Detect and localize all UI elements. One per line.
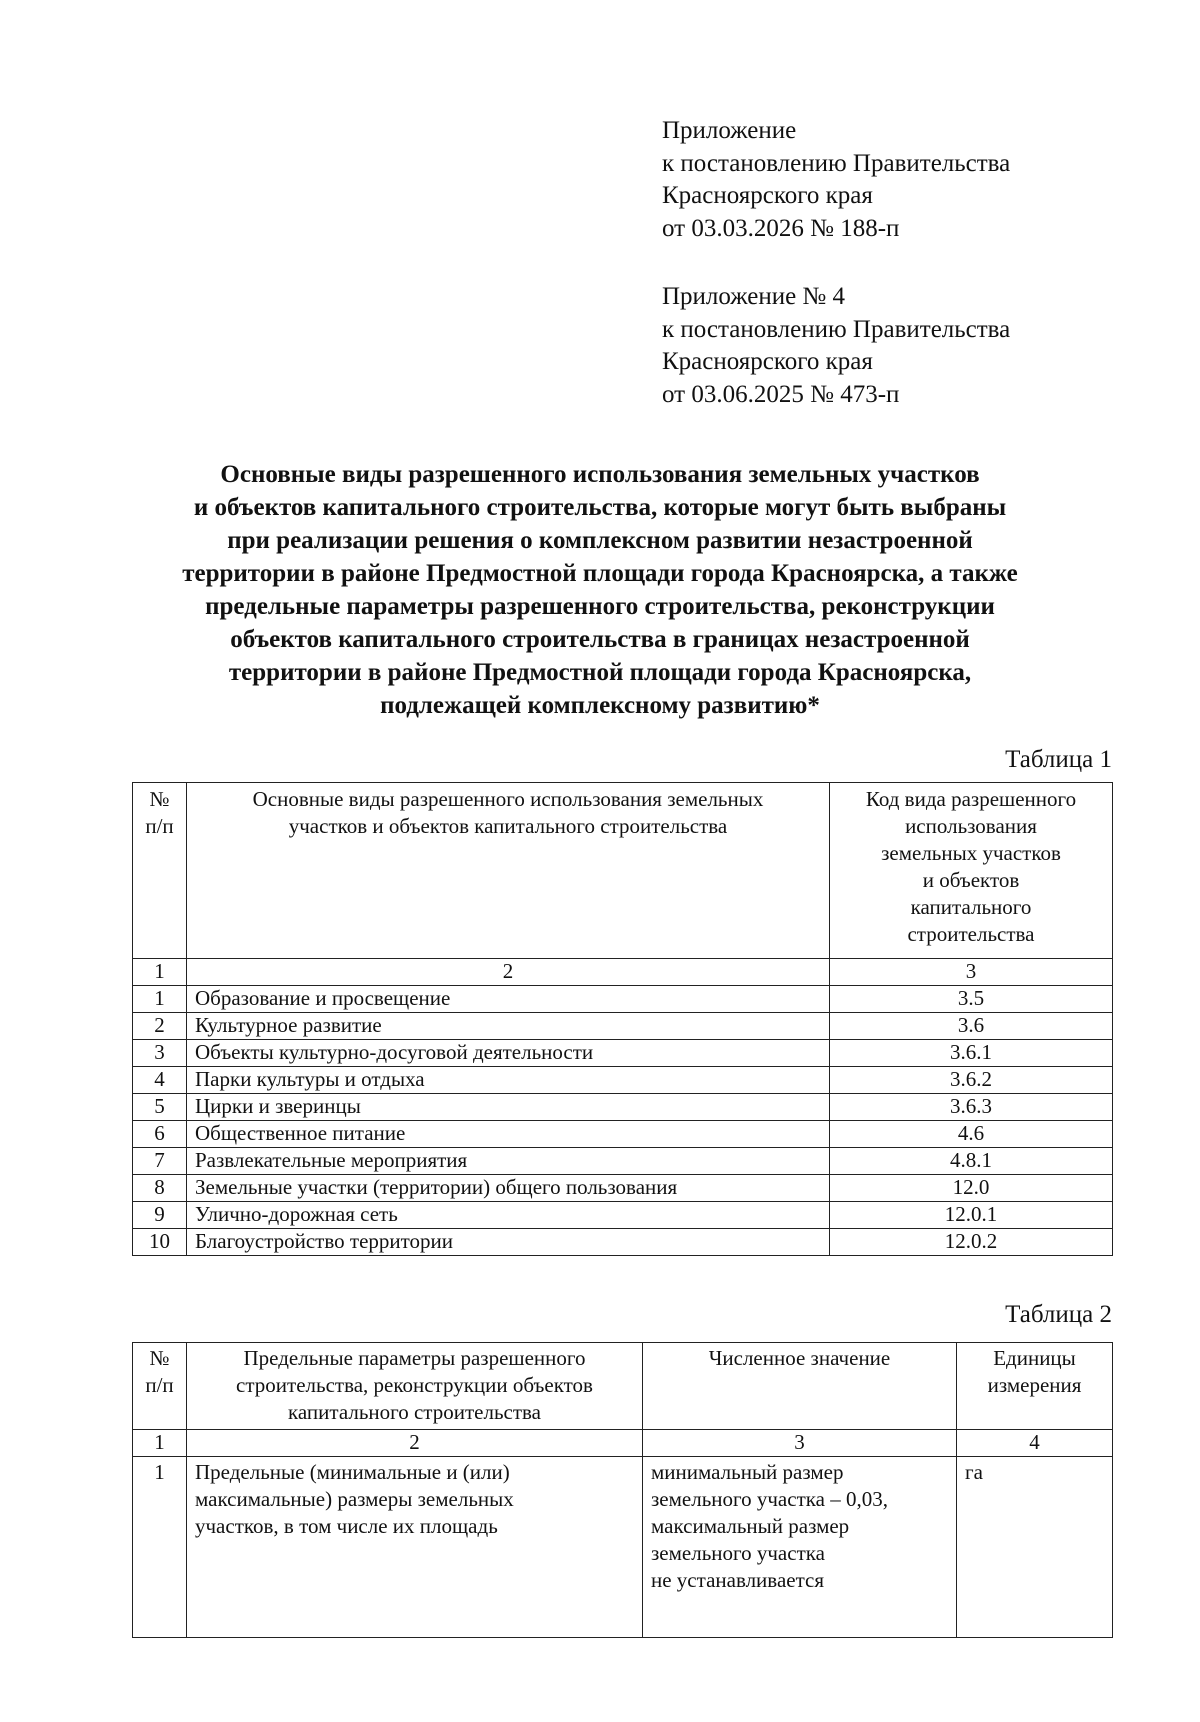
- table-row: [133, 1175, 1113, 1202]
- column-number: 1: [133, 959, 187, 986]
- table-row: [133, 986, 1113, 1013]
- table-header-row: [133, 783, 1113, 959]
- title-line: Основные виды разрешенного использования земельных участков: [220, 461, 980, 488]
- row-code: 12.0: [830, 1175, 1113, 1202]
- header-text: измерения: [987, 1373, 1082, 1397]
- title-line: и объектов капитального строительства, которые могут быть выбраны: [193, 494, 1007, 521]
- value-text: земельного участка: [651, 1541, 825, 1565]
- header-unit-cell: [957, 1343, 1113, 1430]
- row-number: 4: [133, 1067, 187, 1094]
- param-text: Предельные (минимальные и (или): [195, 1460, 510, 1484]
- row-code: 3.6.2: [830, 1067, 1113, 1094]
- row-unit: га: [957, 1457, 1113, 1638]
- row-number: 10: [133, 1229, 187, 1256]
- row-name: Объекты культурно-досуговой деятельности: [187, 1040, 830, 1067]
- header-text: и объектов: [922, 868, 1020, 892]
- row-name: Благоустройство территории: [187, 1229, 830, 1256]
- appendix-line: к постановлению Правительства: [662, 315, 1011, 343]
- table-header-row: [133, 1343, 1113, 1430]
- header-text: Численное значение: [708, 1346, 891, 1370]
- title-line: объектов капитального строительства в границах незастроенной: [230, 626, 970, 653]
- value-text: минимальный размер: [651, 1460, 844, 1484]
- table-1-caption: Таблица 1: [1005, 746, 1112, 773]
- param-text: максимальные) размеры земельных: [195, 1487, 514, 1511]
- column-number: 4: [957, 1430, 1113, 1457]
- title-line: территории в районе Предмостной площади города Красноярска,: [228, 659, 972, 686]
- header-name-cell: [187, 783, 830, 959]
- table-row: [133, 1121, 1113, 1148]
- row-code: 4.8.1: [830, 1148, 1113, 1175]
- table-row: [133, 1148, 1113, 1175]
- row-code: 3.6.1: [830, 1040, 1113, 1067]
- column-number: 3: [643, 1430, 957, 1457]
- header-text: п/п: [145, 814, 174, 838]
- document-title: [100, 458, 1100, 722]
- table-row: [133, 1457, 1113, 1638]
- column-number-row: [133, 1430, 1113, 1457]
- header-text: строительства: [907, 922, 1035, 946]
- header-code-cell: [830, 783, 1113, 959]
- header-text: Код вида разрешенного: [865, 787, 1077, 811]
- row-code: 3.6: [830, 1013, 1113, 1040]
- column-number: 1: [133, 1430, 187, 1457]
- row-name: Культурное развитие: [187, 1013, 830, 1040]
- row-number: 8: [133, 1175, 187, 1202]
- table-row: [133, 1040, 1113, 1067]
- table-2: [132, 1342, 1113, 1638]
- header-param-cell: [187, 1343, 643, 1430]
- header-text: Предельные параметры разрешенного: [243, 1346, 586, 1370]
- appendix-line: Приложение № 4: [662, 283, 846, 310]
- title-line: при реализации решения о комплексном развитии незастроенной: [227, 527, 973, 554]
- header-num-cell: [133, 1343, 187, 1430]
- column-number: 2: [187, 959, 830, 986]
- table-1: [132, 782, 1113, 1256]
- header-text: капитального: [910, 895, 1032, 919]
- row-name: Развлекательные мероприятия: [187, 1148, 830, 1175]
- appendix-header-1: [662, 115, 1162, 245]
- table-row: [133, 1229, 1113, 1256]
- row-name: Образование и просвещение: [187, 986, 830, 1013]
- row-name: Парки культуры и отдыха: [187, 1067, 830, 1094]
- table-row: [133, 1094, 1113, 1121]
- header-text: строительства, реконструкции объектов: [236, 1373, 593, 1397]
- header-value-cell: [643, 1343, 957, 1430]
- row-number: 1: [133, 1457, 187, 1638]
- header-text: участков и объектов капитального строительства: [288, 814, 728, 838]
- column-number: 3: [830, 959, 1113, 986]
- column-number: 2: [187, 1430, 643, 1457]
- appendix-line: от 03.06.2025 № 473-п: [662, 380, 900, 408]
- appendix-line: от 03.03.2026 № 188-п: [662, 214, 900, 242]
- header-text: капитального строительства: [288, 1400, 541, 1424]
- header-num-cell: [133, 783, 187, 959]
- title-line: территории в районе Предмостной площади города Красноярска, а также: [182, 560, 1018, 587]
- row-code: 3.5: [830, 986, 1113, 1013]
- row-code: 12.0.1: [830, 1202, 1113, 1229]
- appendix-line: Приложение: [662, 117, 797, 144]
- row-number: 9: [133, 1202, 187, 1229]
- title-line: подлежащей комплексному развитию*: [380, 692, 820, 719]
- row-code: 12.0.2: [830, 1229, 1113, 1256]
- row-name: Земельные участки (территории) общего пользования: [187, 1175, 830, 1202]
- header-text: Основные виды разрешенного использования земельных: [252, 787, 764, 811]
- row-number: 1: [133, 986, 187, 1013]
- row-number: 7: [133, 1148, 187, 1175]
- row-param: [187, 1457, 643, 1638]
- row-number: 6: [133, 1121, 187, 1148]
- row-name: Общественное питание: [187, 1121, 830, 1148]
- title-line: предельные параметры разрешенного строительства, реконструкции: [205, 593, 995, 620]
- row-number: 3: [133, 1040, 187, 1067]
- header-text: использования: [905, 814, 1037, 838]
- row-number: 2: [133, 1013, 187, 1040]
- header-text: Единицы: [993, 1346, 1076, 1370]
- row-value: [643, 1457, 957, 1638]
- value-text: максимальный размер: [651, 1514, 850, 1538]
- header-text: №: [149, 787, 170, 811]
- header-text: №: [149, 1346, 170, 1370]
- table-2-caption: Таблица 2: [1005, 1301, 1112, 1328]
- row-code: 3.6.3: [830, 1094, 1113, 1121]
- value-text: не устанавливается: [651, 1568, 824, 1592]
- appendix-line: к постановлению Правительства: [662, 149, 1011, 177]
- row-code: 4.6: [830, 1121, 1113, 1148]
- column-number-row: [133, 959, 1113, 986]
- table-row: [133, 1202, 1113, 1229]
- table-row: [133, 1067, 1113, 1094]
- header-text: земельных участков: [881, 841, 1061, 865]
- header-text: п/п: [145, 1373, 174, 1397]
- row-name: Цирки и зверинцы: [187, 1094, 830, 1121]
- appendix-line: Красноярского края: [662, 348, 873, 375]
- appendix-header-2: [662, 281, 1162, 411]
- row-number: 5: [133, 1094, 187, 1121]
- value-text: земельного участка – 0,03,: [651, 1487, 888, 1511]
- table-row: [133, 1013, 1113, 1040]
- row-name: Улично-дорожная сеть: [187, 1202, 830, 1229]
- param-text: участков, в том числе их площадь: [195, 1514, 498, 1538]
- appendix-line: Красноярского края: [662, 182, 873, 209]
